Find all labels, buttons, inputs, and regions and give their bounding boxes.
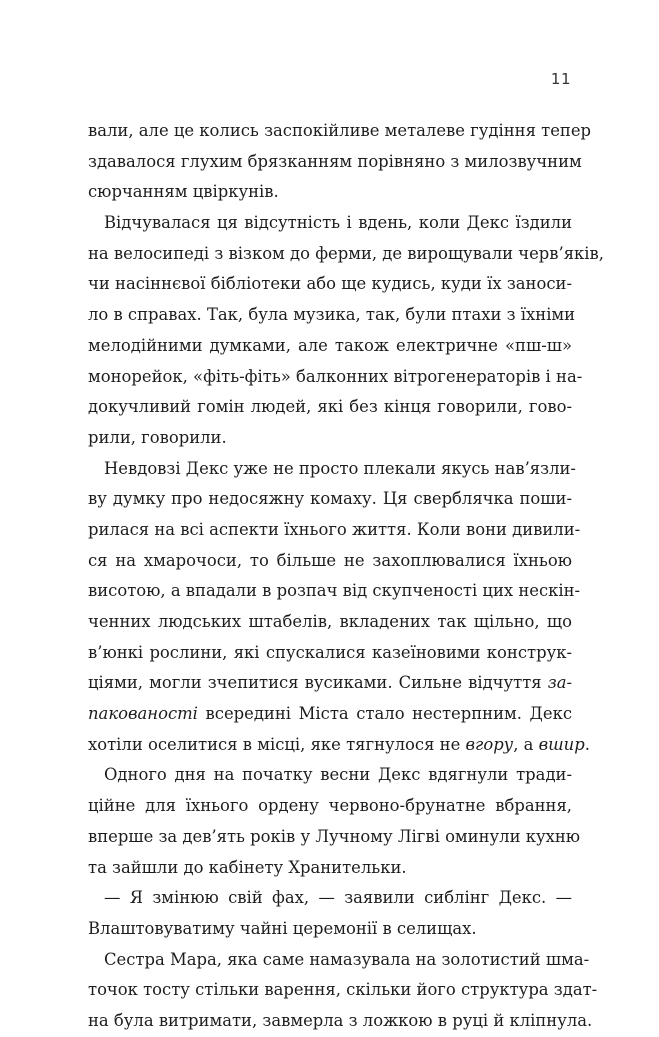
text-line: Невдовзі Декс уже не просто плекали якусь нав’язли- [104, 458, 576, 478]
text-line: ченних людських штабелів, вкладених так щільно, що [88, 612, 572, 631]
text-line: мелодійними думками, але також електричне «пш-ш» [88, 335, 572, 355]
text-line: точок тосту стільки варення, скільки його структура здат- [88, 980, 598, 1000]
text-line: та зайшли до кабінету Хранительки. [88, 857, 407, 877]
text-line [88, 668, 572, 699]
text-run: . [584, 734, 590, 754]
text-line: Одного дня на початку весни Декс вдягнули тради- [104, 765, 572, 785]
text-run: всередині Міста стало нестерпним. Декс [197, 704, 572, 724]
italic-run: вшир [538, 734, 585, 754]
italic-run: вгору [465, 734, 514, 754]
text-line: сюрчанням цвіркунів. [88, 182, 279, 202]
body-text [88, 116, 604, 1037]
text-line [88, 699, 572, 730]
text-line: здавалося глухим брязканням порівняно з милозвучним [88, 151, 582, 171]
text-line: ційне для їхнього ордену червоно-брунатне вбрання, [88, 796, 572, 816]
text-line: Влаштовуватиму чайні церемонії в селищах. [88, 918, 477, 938]
page-number: 11 [550, 70, 571, 88]
text-line: ву думку про недосяжну комаху. Ця сверблячка поши- [88, 489, 572, 509]
text-line: вали, але це колись заспокійливе металеве гудіння тепер [88, 121, 592, 140]
text-line: чи насіннєвої бібліотеки або ще кудись, куди їх заноси- [88, 274, 572, 294]
text-line: ло в справах. Так, була музика, так, були птахи з їхніми [88, 305, 576, 325]
text-line: монорейок, «фіть-фіть» балконних вітрогенераторів і на- [88, 366, 583, 386]
text-line: на велосипеді з візком до ферми, де вирощували черв’яків, [88, 243, 604, 263]
text-line: рили, говорили. [88, 427, 227, 447]
text-line: висотою, а впадали в розпач від скупченості цих нескін- [88, 581, 581, 601]
italic-run: пакованості [88, 704, 198, 724]
text-line: в’юнкі рослини, які спускалися казеїновими конструк- [88, 642, 572, 662]
text-line: — Я змінюю свій фах, — заявили сиблінг Декс. — [104, 888, 572, 908]
text-line: рилася на всі аспекти їхнього життя. Коли вони дивили- [88, 519, 581, 539]
text-run: хотіли оселитися в місці, яке тягнулося не [88, 734, 461, 754]
italic-run: за- [547, 673, 572, 693]
text-line: Відчувалася ця відсутність і вдень, коли Декс їздили [104, 213, 572, 233]
text-line: Сестра Мара, яка саме намазувала на золотистий шма- [104, 949, 590, 969]
text-run: ціями, могли зчепитися вусиками. Сильне відчуття [88, 673, 542, 693]
text-line [88, 730, 590, 761]
text-line: ся на хмарочоси, то більше не захоплювалися їхньою [88, 550, 572, 570]
text-line: вперше за дев’ять років у Лучному Лігві оминули кухню [88, 826, 581, 846]
text-line: докучливий гомін людей, які без кінця говорили, гово- [88, 397, 572, 417]
text-line: на була витримати, завмерла з ложкою в руці й кліпнула. [88, 1010, 593, 1030]
text-run: , а [513, 734, 539, 754]
